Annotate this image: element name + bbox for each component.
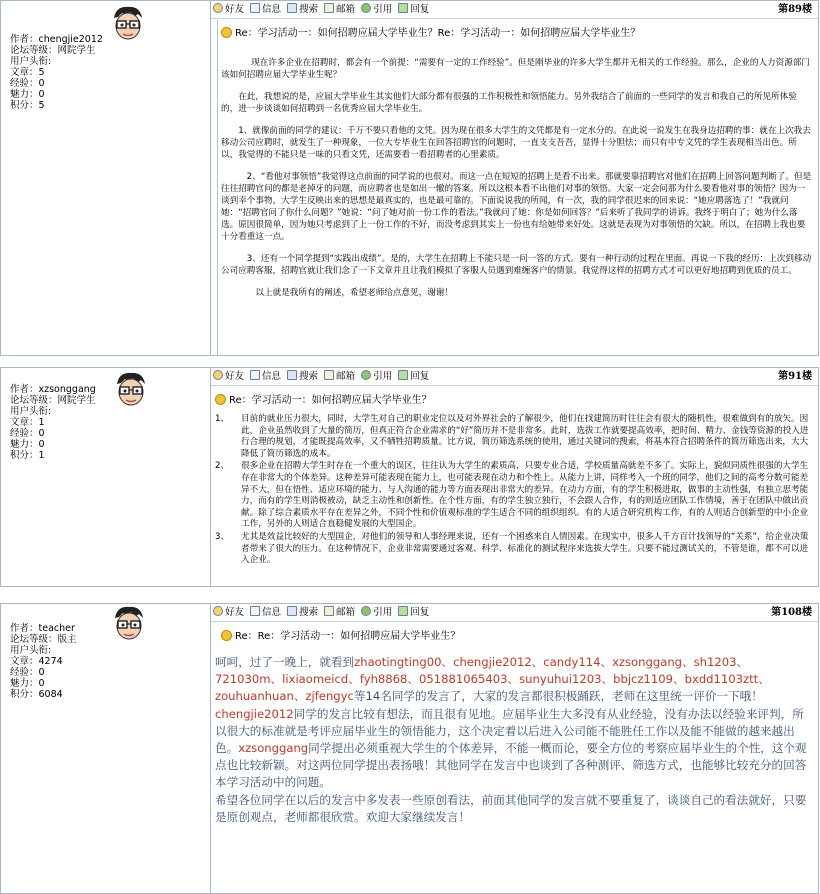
info-button[interactable]: 信息	[250, 1, 281, 18]
friend-icon	[213, 370, 223, 380]
user-title: 用户头衔:	[10, 406, 52, 417]
post-content	[211, 1, 818, 355]
user-charm: 魅力：0	[10, 89, 45, 100]
user-title: 用户头衔:	[10, 56, 52, 67]
list-item: 1、 目前的就业压力很大，同时，大学生对自己的职业定位以及对外界社会的了解很少，他们在找建简历时往往会有很大的随机性，很难做到有的放矢。因此，企业虽然收到了大量的简历，但真正符合企业需求的“好”简历并不是非常多。此时，选拔工作就要提高效率，把时间、精力、金钱等资源的投入进行合理的规划，才能既提高效率，又不牺牲招聘质量。比方说，简历筛选系统的使用，通过关键词的搜索，将基本符合招聘条件的简历筛选出来，大大降低了简历筛选的成本。	[215, 414, 809, 459]
post-body	[211, 654, 818, 826]
user-points: 积分：6084	[10, 689, 63, 700]
mail-icon	[324, 370, 334, 380]
post-floor-108	[0, 603, 819, 894]
quote-icon	[361, 370, 371, 380]
reply-icon	[398, 370, 408, 380]
post-body	[211, 57, 818, 299]
user-info	[10, 34, 103, 111]
post-floor-91	[0, 367, 819, 587]
post-toolbar	[211, 368, 818, 386]
mentioned-user: chengjie2012	[215, 706, 294, 721]
list-item: 3、 尤其是效益比较好的大型国企，对他们的领导和人事经理来说，还有一个困惑来自人情因素。在现实中，很多人千方百计找领导的“关系”，给企业决策者带来了很大的压力。在这种情况下，企业非常需要通过客观、科学、标准化的测试程序来选拔大学生。只要不能过测试关的，不管是谁，都不可以进入企业。	[215, 531, 809, 566]
post-content	[211, 604, 818, 893]
user-charm: 魅力：0	[10, 678, 45, 689]
user-articles: 文章：5	[10, 67, 45, 78]
paragraph: chengjie2012同学的发言比较有想法，而且很有见地。应届毕业生大多没有从业经验，没有办法以经验来评判，所以很大的标准就是考评应届毕业生的领悟能力，这个决定着以后进入公司能不能胜任工作以及能不能做的越来越出色。xzsonggang同学提出必须重视大学生的个体差异，不能一概而论，要全方位的考察应届毕业生的个性，这个观点也比较新颖。对这两位同学提出表扬哦！其他同学在发言中也谈到了各种测评、筛选方式，也能够比较充分的回答本学习活动中的问题。	[215, 706, 807, 790]
friend-button[interactable]: 好友	[213, 1, 244, 18]
mail-button[interactable]: 邮箱	[324, 604, 355, 621]
reply-icon	[398, 3, 408, 13]
paragraph: 在此，我想说的是，应届大学毕业生其实他们大部分都有很强的工作积极性和领悟能力。另外我结合了前面的一些同学的发言和我自己的所见所体验的，进一步谈谈如何招聘到一名优秀应届大学毕业生。	[221, 92, 797, 114]
user-level: 论坛等级：版主	[10, 634, 77, 645]
user-author: 作者：chengjie2012	[10, 34, 103, 45]
post-body	[211, 414, 818, 567]
quote-button[interactable]: 引用	[361, 604, 392, 621]
user-author: 作者：xzsonggang	[10, 384, 96, 395]
user-info	[10, 384, 96, 461]
search-button[interactable]: 搜索	[287, 368, 318, 385]
floor-number: 第91楼	[778, 371, 812, 382]
post-title: Re：学习活动一：如何招聘应届大学毕业生？Re：学习活动一：如何招聘应届大学毕业生？	[221, 24, 818, 39]
mentioned-users: zhaotingting00、chengjie2012、candy114、xzsonggang、sh1203、721030m、lixiaomeicd、fyh8868、051881065403、sunyuhui1203、bbjcz1109、bxdd1103ztt、zouhuanhuan、zjfengyc	[215, 655, 770, 704]
user-panel	[1, 368, 211, 586]
search-icon	[287, 606, 297, 616]
floor-number: 第89楼	[778, 4, 812, 15]
mail-icon	[324, 3, 334, 13]
info-icon	[250, 370, 260, 380]
user-author: 作者：teacher	[10, 623, 75, 634]
search-button[interactable]: 搜索	[287, 604, 318, 621]
user-charm: 魅力：0	[10, 439, 45, 450]
quote-icon	[361, 606, 371, 616]
friend-button[interactable]: 好友	[213, 368, 244, 385]
user-info	[10, 623, 77, 700]
avatar	[109, 604, 149, 642]
post-toolbar	[211, 1, 818, 19]
reply-button[interactable]: 回复	[398, 604, 429, 621]
info-button[interactable]: 信息	[250, 604, 281, 621]
avatar	[111, 370, 151, 408]
mail-button[interactable]: 邮箱	[324, 368, 355, 385]
paragraph: 以上就是我所有的阐述，希望老师给点意见，谢谢！	[255, 288, 454, 298]
quote-button[interactable]: 引用	[361, 1, 392, 18]
info-icon	[250, 3, 260, 13]
info-icon	[250, 606, 260, 616]
mentioned-user: xzsonggang	[238, 741, 309, 756]
floor-number: 第108楼	[771, 607, 812, 618]
friend-button[interactable]: 好友	[213, 604, 244, 621]
content-divider	[217, 20, 218, 355]
user-articles: 文章：4274	[10, 656, 63, 667]
friend-icon	[213, 606, 223, 616]
list-item: 2、 很多企业在招聘大学生时存在一个重大的误区，往往认为大学生的素质高，只要专业合适，学校质量高就差不多了。实际上，貌似同质性很强的大学生存在非常大的个体差异。这种差异可能表现在能力上，也可能表现在动力和个性上。从能力上讲，同样考入一个班的同学，他们之间的高考分数可能差异不大，但在悟性、适应环境的能力、与人沟通的能力等方面表现出非常大的差异。在动力方面，有的学生积极进取，做事的主动性强，有独立思考能力，而有的学生则消极被动，缺乏主动性和创新性。在个性方面，有的学生独立独行，不会跟人合作，有的则适应团队工作情境，善于在团队中做出贡献。除了综合素质水平存在差异之外，不同个性和价值观标准的学生适合不同的组织组织。有的人适合研究机构工作，有的人则适合创新型的中小企业工作，另外的人则适合直稳健发展的大型国企。	[215, 461, 809, 530]
user-points: 积分：1	[10, 450, 45, 461]
post-floor-89	[0, 0, 819, 356]
paragraph: 希望各位同学在以后的发言中多发表一些原创看法，前面其他同学的发言就不要重复了，谈谈自己的看法就好，只要是原创观点，老师都很欣赏。欢迎大家继续发言！	[215, 792, 807, 824]
paragraph: 呵呵，过了一晚上，就看到zhaotingting00、chengjie2012、candy114、xzsonggang、sh1203、721030m、lixiaomeicd、fyh8868、051881065403、sunyuhui1203、bbjcz1109、bxdd1103ztt、zouhuanhuan、zjfengyc等14名同学的发言了，大家的发言都很积极踊跃，老师在这里统一评价一下哦！	[215, 655, 770, 704]
user-exp: 经验：0	[10, 667, 45, 678]
user-level: 论坛等级：网院学生	[10, 45, 96, 56]
paragraph: 3、还有一个同学提到“实践出成绩”。是的，大学生在招聘上不能只是一问一答的方式。要有一种行动的过程在里面。再说一下我的经历：上次到移动公司应聘客服，招聘官就让我们念了一下文章并且让我们模拟了客服人员遇到难缠客户的情景。我觉得这样的招聘方式才可以更好地招聘到优质的员工。	[221, 254, 812, 276]
user-panel	[1, 604, 211, 893]
quote-button[interactable]: 引用	[361, 368, 392, 385]
user-articles: 文章：1	[10, 417, 45, 428]
search-icon	[287, 3, 297, 13]
reply-icon	[398, 606, 408, 616]
mail-button[interactable]: 邮箱	[324, 1, 355, 18]
paragraph: 现在许多企业在招聘时，都会有一个前提：“需要有一定的工作经验”。但是刚毕业的许多大学生都并无相关的工作经验。那么，企业的人力资源部门该如何招聘应届大学毕业生呢？	[221, 58, 811, 80]
user-panel	[1, 1, 211, 355]
post-title: Re：Re：学习活动一：如何招聘应届大学毕业生？	[221, 627, 818, 642]
post-title: Re：学习活动一：如何招聘应届大学毕业生？	[215, 391, 818, 406]
info-button[interactable]: 信息	[250, 368, 281, 385]
user-level: 论坛等级：网院学生	[10, 395, 96, 406]
user-points: 积分：5	[10, 100, 45, 111]
user-exp: 经验：0	[10, 428, 45, 439]
quote-icon	[361, 3, 371, 13]
paragraph: 2、“看他对事领悟”我觉得这点前面的同学说的也很对。而这一点在短短的招聘上是看不出来。那就要靠招聘官对他们在招聘上回答问题判断了。但是往往招聘官问的都是老掉牙的问题，而应聘者也是如出一辙的答案。所以这根本看不出他们对事的领悟。大家一定会问那为什么要看他对事的领悟？因为一谈到幸个事物，大学生反映出来的思想是最真实的，也是最可靠的。下面说说我的所闻，有一次，我的同学很迟来的回来说：“她应聘落选了！”我就问她：“招聘官问了你什么问题？”她说：“问了她对前一份工作的看法。”我就问了她：你是如何回答？”后来听了我同学的讲诉。我终于明白了；她为什么落选。原因很简单，因为她只考虑到了上一份工作的不好，而没考虑到其实上一份也有给她带来好处。这就是表现为对事领悟的欠缺。所以，在招聘上我也要十分看重这一点。	[221, 172, 812, 242]
post-toolbar	[211, 604, 818, 622]
smiley-icon	[221, 630, 232, 641]
reply-button[interactable]: 回复	[398, 368, 429, 385]
search-button[interactable]: 搜索	[287, 1, 318, 18]
post-content	[211, 368, 818, 586]
reply-button[interactable]: 回复	[398, 1, 429, 18]
paragraph: 1、就像前面的同学的建议：千万不要只看他的文凭。因为现在很多大学生的文凭都是有一定水分的。在此说一说发生在我身边招聘的事：就在上次我去移动公司应聘时，就发生了一种现象，一位大专毕业生在回答招聘官的问题时，一直支支吾吾，显得十分胆怯；而只有中专文凭的学生表现相当出色。所以，我觉得的不能只是一味的只看文凭，还需要看一看招聘者的心里素质。	[221, 126, 811, 160]
user-exp: 经验：0	[10, 78, 45, 89]
user-title: 用户头衔:	[10, 645, 52, 656]
friend-icon	[213, 3, 223, 13]
smiley-icon	[221, 27, 232, 38]
avatar	[108, 4, 148, 42]
smiley-icon	[215, 394, 226, 405]
mail-icon	[324, 606, 334, 616]
search-icon	[287, 370, 297, 380]
